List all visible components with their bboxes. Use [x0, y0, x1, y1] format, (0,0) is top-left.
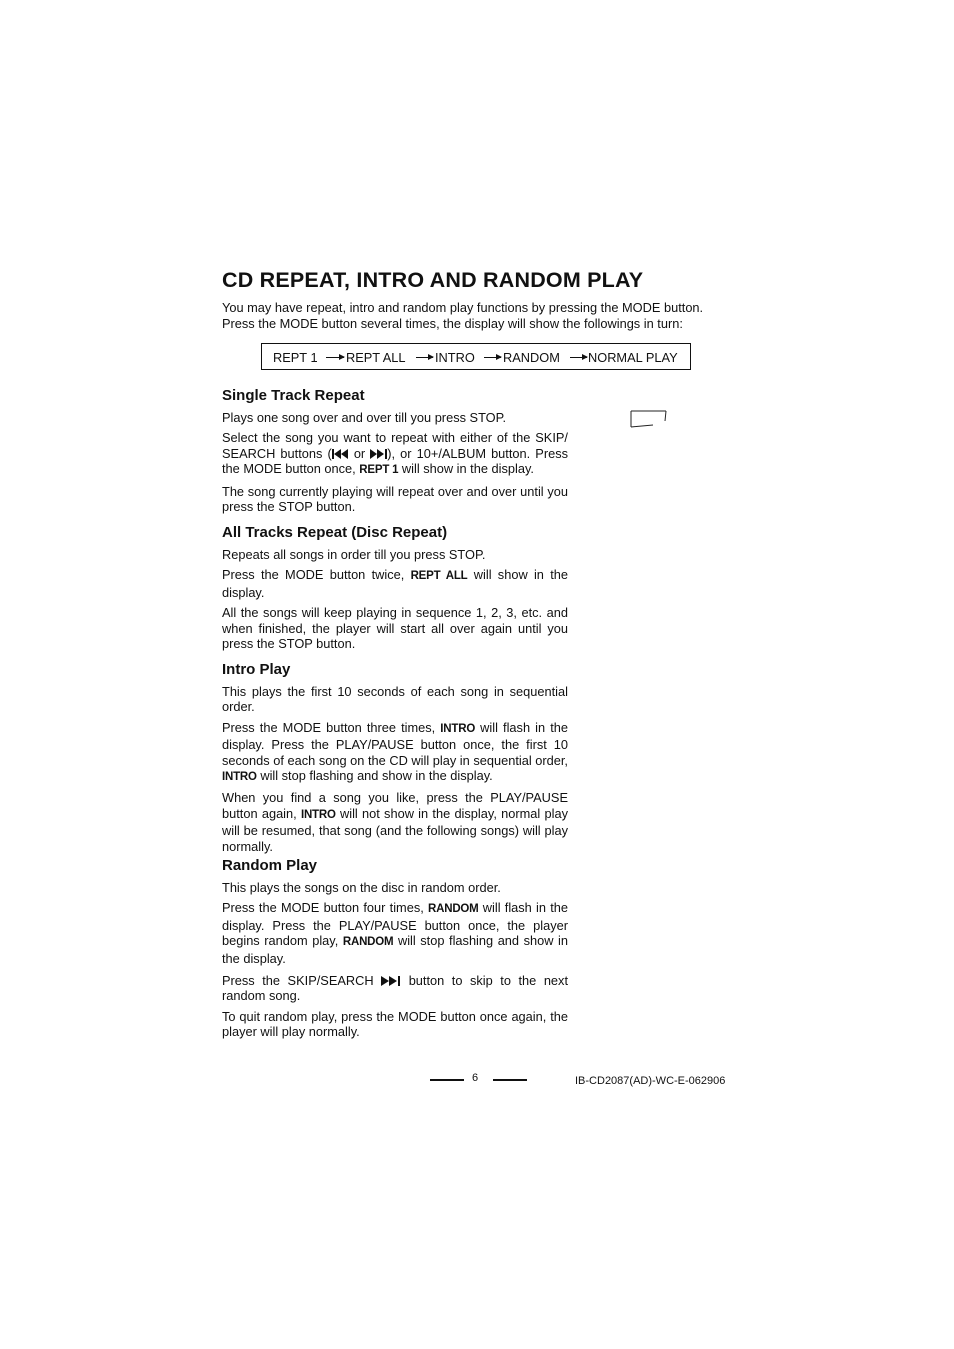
lcd-text: RANDOM	[342, 936, 394, 949]
arrow-icon	[570, 357, 587, 358]
paragraph: This plays the songs on the disc in random order.	[222, 880, 501, 895]
page-number: 6	[472, 1072, 479, 1084]
paragraph: All the songs will keep playing in sequence 1, 2, 3, etc. and when finished, the player will start all over again until you press the STOP button.	[222, 605, 568, 652]
lcd-text: RANDOM	[428, 903, 479, 916]
heading-single-track-repeat: Single Track Repeat	[222, 387, 365, 404]
mode-step-normal-play: NORMAL PLAY	[588, 350, 678, 365]
lcd-text: REPT ALL	[410, 570, 468, 583]
heading-all-tracks-repeat: All Tracks Repeat (Disc Repeat)	[222, 524, 448, 541]
intro-paragraph: You may have repeat, intro and random play functions by pressing the MODE button. Press the MODE button several times, the display will show the followings in turn:	[222, 300, 704, 331]
skip-forward-icon	[370, 449, 387, 459]
paragraph: Press the MODE button three times, INTRO will flash in the display. Press the PLAY/PAUSE button once, the first 10 seconds of each song on the CD will play in sequential order, INTRO will stop flashing and show in the display.	[222, 719, 568, 784]
paragraph: Select the song you want to repeat with either of the SKIP/ SEARCH buttons ( or ), or 10+/ALBUM button. Press the MODE button once, REPT 1 will show in the display.	[222, 430, 568, 477]
arrow-icon	[484, 357, 501, 358]
paragraph: Press the MODE button four times, RANDOM will flash in the display. Press the PLAY/PAUSE button once, the player begins random play, RANDOM will stop flashing and show in the display.	[222, 900, 568, 966]
mode-step-rept-all: REPT ALL	[346, 350, 406, 365]
mode-sequence-box	[261, 343, 691, 370]
arrow-icon	[326, 357, 344, 358]
heading-random-play: Random Play	[222, 857, 318, 874]
skip-forward-icon	[381, 976, 401, 986]
paragraph: The song currently playing will repeat over and over until you press the STOP button.	[222, 483, 568, 515]
paragraph: Press the SKIP/SEARCH button to skip to the next random song.	[222, 973, 569, 1004]
mode-step-intro: INTRO	[435, 350, 475, 365]
paragraph: To quit random play, press the MODE button once again, the player will play normally.	[222, 1008, 568, 1040]
paragraph: Press the MODE button twice, REPT ALL will show in the display.	[222, 567, 568, 600]
heading-intro-play: Intro Play	[222, 661, 291, 678]
arrow-icon	[416, 357, 433, 358]
section-all-tracks-repeat	[222, 547, 568, 656]
skip-back-icon	[332, 449, 349, 459]
mode-step-rept1: REPT 1	[273, 350, 318, 365]
section-single-track-repeat	[222, 410, 568, 519]
footer-rule-left	[430, 1079, 464, 1081]
lcd-text: INTRO	[222, 771, 257, 784]
display-figure-icon	[630, 409, 668, 429]
lcd-text: INTRO	[300, 808, 336, 821]
paragraph: Plays one song over and over till you press STOP.	[222, 410, 507, 425]
paragraph: When you find a song you like, press the PLAY/PAUSE button again, INTRO will not show in the display, normal play will be resumed, that song (and the following songs) will play normally.	[222, 790, 568, 854]
lcd-text: INTRO	[440, 722, 476, 735]
footer-rule-right	[493, 1079, 527, 1081]
lcd-text: REPT 1	[359, 464, 399, 477]
paragraph: Repeats all songs in order till you press STOP.	[222, 547, 486, 562]
mode-step-random: RANDOM	[503, 350, 560, 365]
section-intro-play	[222, 684, 568, 859]
section-random-play	[222, 880, 568, 1045]
page-title: CD REPEAT, INTRO AND RANDOM PLAY	[222, 268, 644, 292]
document-code: IB-CD2087(AD)-WC-E-062906	[575, 1075, 726, 1087]
paragraph: This plays the first 10 seconds of each song in sequential order.	[222, 684, 568, 715]
